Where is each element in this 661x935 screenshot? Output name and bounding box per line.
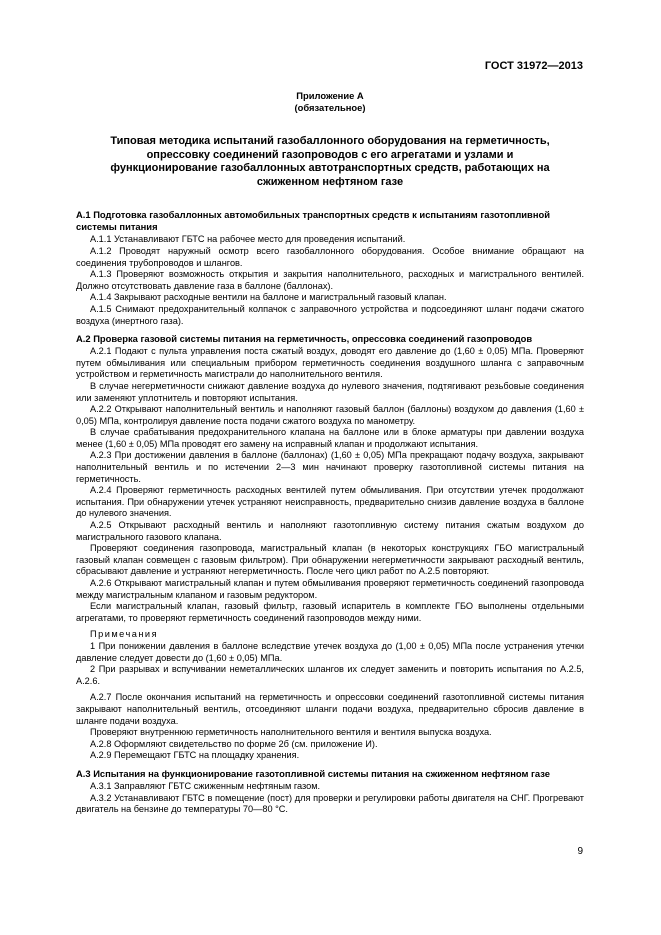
paragraph: А.1.4 Закрывают расходные вентили на баллоне и магистральный газовый клапан. — [90, 292, 447, 303]
paragraph: А.2.6 Открывают магистральный клапан и путем обмыливания проверяют герметичность соединений газопровода между магистральным клапаном и газовым редуктором. — [76, 578, 584, 600]
page-content — [76, 90, 584, 816]
paragraph: Если магистральный клапан, газовый фильтр, газовый испаритель в комплекте ГБО выполнены отдельными агрегатами, то проверяют герметичность соединений газопроводов между ними. — [76, 601, 584, 623]
appendix-title: Приложение А — [296, 90, 364, 101]
page-number: 9 — [577, 846, 583, 857]
paragraph: А.2.8 Оформляют свидетельство по форме 2б (см. приложение И). — [90, 738, 378, 749]
main-title: Типовая методика испытаний газобаллонного оборудования на герметичность, опрессовку соединений газопроводов с его агрегатами и узлами и функционирование газобаллонных автотранспортных средств, работающих на сжиженном нефтяном газе — [110, 135, 550, 188]
paragraph: А.2.3 При достижении давления в баллоне (баллонах) (1,60 ± 0,05) МПа прекращают подачу воздуха, закрывают наполнительный вентиль и по истечении 2—3 мин начинают проверку газотопливной системы питания на герметичность. — [76, 450, 584, 484]
appendix-status: (обязательное) — [294, 102, 366, 113]
paragraph: А.3.1 Заправляют ГБТС сжиженным нефтяным газом. — [90, 780, 321, 791]
paragraph: А.1.5 Снимают предохранительный колпачок с заправочного устройства и подсоединяют шланг подачи сжатого воздуха (инертного газа). — [76, 303, 584, 326]
document-code: ГОСТ 31972—2013 — [484, 60, 583, 72]
note-item: 1 При понижении давления в баллоне вследствие утечек воздуха до (1,00 ± 0,05) МПа после устранения утечки давление следует довести до (1,60 ± 0,05) МПа. — [76, 640, 584, 663]
paragraph: А.2.7 После окончания испытаний на герметичность и опрессовки соединений газотопливной системы питания закрывают наполнительный вентиль, отсоединяют шланги подачи воздуха, предварительно сбросив давление в шланге подачи воздуха. — [76, 692, 584, 726]
section-heading-a2: А.2 Проверка газовой системы питания на герметичность, опрессовка соединений газопроводов — [76, 333, 533, 345]
note-item: 2 При разрывах и вспучивании неметаллических шлангов их следует заменить и повторить испытания по А.2.5, А.2.6. — [76, 664, 584, 686]
paragraph: А.1.2 Проводят наружный осмотр всего газобаллонного оборудования. Особое внимание обращают на соединения трубопроводов и шлангов. — [76, 245, 584, 268]
paragraph: А.2.1 Подают с пульта управления поста сжатый воздух, доводят его давление до (1,60 ± 0,05) МПа. Проверяют путем обмыливания или специальным прибором герметичность соединения воздушного шланга с заправочным устройством и герметичность магистрали до наполнительного вентиля. — [76, 346, 584, 380]
paragraph: А.2.4 Проверяют герметичность расходных вентилей путем обмыливания. При отсутствии утечек продолжают испытания. При обнаружении утечек устраняют неисправность, предварительно снизив давление воздуха в баллоне до нулевого значения. — [76, 485, 584, 519]
paragraph: Проверяют соединения газопровода, магистральный клапан (в некоторых конструкциях ГБО магистральный газовый клапан совмещен с газовым фильтром). При обнаружении негерметичности закрывают расходный вентиль, сбрасывают давление и устраняют негерметичность. После чего цикл работ по А.2.5 повторяют. — [76, 543, 584, 577]
paragraph: А.3.2 Устанавливают ГБТС в помещение (пост) для проверки и регулировки работы двигателя на СНГ. Прогревают двигатель на бензине до температуры 70—80 °С. — [76, 792, 584, 815]
paragraph: Проверяют внутреннюю герметичность наполнительного вентиля и вентиля выпуска воздуха. — [90, 727, 492, 738]
paragraph: В случае срабатывания предохранительного клапана на баллоне или в блоке арматуры при давлении воздуха менее (1,60 ± 0,05) МПа проводят его замену на исправный клапан и продолжают испытания. — [76, 427, 584, 449]
section-heading-a1: А.1 Подготовка газобаллонных автомобильных транспортных средств к испытаниям газотопливной системы питания — [76, 209, 550, 233]
paragraph: А.1.3 Проверяют возможность открытия и закрытия наполнительного, расходных и магистрального вентилей. Должно отсутствовать давление газа в баллоне (баллонах). — [76, 269, 584, 291]
paragraph: А.2.2 Открывают наполнительный вентиль и наполняют газовый баллон (баллоны) воздухом до давления (1,60 ± 0,05) МПа, контролируя давление поста подачи сжатого воздуха по манометру. — [76, 404, 584, 426]
notes-heading: Примечания — [90, 629, 159, 640]
paragraph: А.1.1 Устанавливают ГБТС на рабочее место для проведения испытаний. — [90, 234, 406, 245]
paragraph: А.2.9 Перемещают ГБТС на площадку хранения. — [90, 750, 300, 761]
paragraph: А.2.5 Открывают расходный вентиль и наполняют газотопливную систему питания сжатым воздухом до магистрального газового клапана. — [76, 520, 584, 542]
paragraph: В случае негерметичности снижают давление воздуха до нулевого значения, подтягивают резьбовые соединения или заменяют уплотнитель и повторяют испытания. — [76, 380, 584, 403]
section-heading-a3: А.3 Испытания на функционирование газотопливной системы питания на сжиженном нефтяном газе — [76, 767, 550, 779]
